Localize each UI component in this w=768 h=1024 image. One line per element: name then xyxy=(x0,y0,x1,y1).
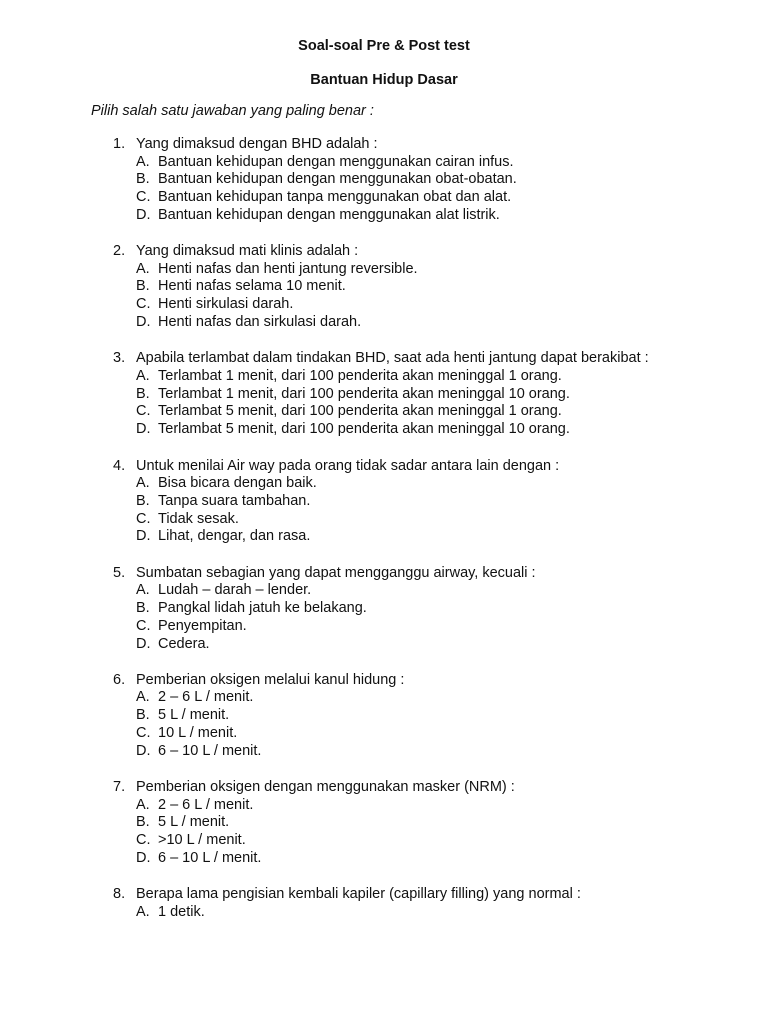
option-text: Terlambat 5 menit, dari 100 penderita akan meninggal 1 orang. xyxy=(158,403,562,420)
option-text: >10 L / menit. xyxy=(158,832,246,849)
option-letter: D. xyxy=(136,742,151,759)
option-text: Bantuan kehidupan tanpa menggunakan obat dan alat. xyxy=(158,189,512,206)
question-item xyxy=(0,349,768,456)
instruction-text: Pilih salah satu jawaban yang paling benar : xyxy=(91,103,374,119)
option-text: 1 detik. xyxy=(158,903,205,920)
option-letter: C. xyxy=(136,403,151,420)
option-letter: B. xyxy=(136,600,150,617)
option-letter: A. xyxy=(136,260,150,277)
question-number: 5. xyxy=(113,564,126,581)
option-text: Ludah – darah – lender. xyxy=(158,582,312,599)
question-number: 4. xyxy=(113,457,126,474)
option-letter: D. xyxy=(136,635,151,652)
question-number: 8. xyxy=(113,886,126,903)
option-letter: C. xyxy=(136,617,151,634)
option-letter: B. xyxy=(136,278,150,295)
option-text: Terlambat 1 menit, dari 100 penderita akan meninggal 1 orang. xyxy=(158,367,562,384)
option-text: 2 – 6 L / menit. xyxy=(158,689,254,706)
option-text: 6 – 10 L / menit. xyxy=(158,850,262,867)
question-text: Sumbatan sebagian yang dapat mengganggu airway, kecuali : xyxy=(136,564,536,581)
question-number: 7. xyxy=(113,779,126,796)
question-number: 3. xyxy=(113,350,126,367)
option-letter: D. xyxy=(136,528,151,545)
option-text: Bantuan kehidupan dengan menggunakan cairan infus. xyxy=(158,153,514,170)
option-text: Bantuan kehidupan dengan menggunakan obat-obatan. xyxy=(158,171,517,188)
question-item xyxy=(0,242,768,349)
option-text: 2 – 6 L / menit. xyxy=(158,796,254,813)
option-letter: D. xyxy=(136,206,151,223)
question-item xyxy=(0,778,768,885)
option-text: Henti nafas dan sirkulasi darah. xyxy=(158,314,362,331)
question-item xyxy=(0,135,768,242)
option-text: 5 L / menit. xyxy=(158,707,230,724)
question-item xyxy=(0,885,768,992)
option-letter: A. xyxy=(136,153,150,170)
option-letter: A. xyxy=(136,367,150,384)
option-text: Tanpa suara tambahan. xyxy=(158,492,311,509)
option-text: Cedera. xyxy=(158,635,210,652)
question-text: Pemberian oksigen melalui kanul hidung : xyxy=(136,671,405,688)
option-text: Penyempitan. xyxy=(158,617,247,634)
option-letter: D. xyxy=(136,314,151,331)
question-item xyxy=(0,457,768,564)
option-text: Pangkal lidah jatuh ke belakang. xyxy=(158,600,367,617)
option-letter: C. xyxy=(136,725,151,742)
question-text: Untuk menilai Air way pada orang tidak sadar antara lain dengan : xyxy=(136,457,560,474)
option-text: Lihat, dengar, dan rasa. xyxy=(158,528,311,545)
question-text: Yang dimaksud mati klinis adalah : xyxy=(136,243,359,260)
option-text: Henti sirkulasi darah. xyxy=(158,296,294,313)
document-title: Soal-soal Pre & Post test xyxy=(298,38,470,54)
option-letter: C. xyxy=(136,296,151,313)
option-letter: B. xyxy=(136,814,150,831)
question-text: Berapa lama pengisian kembali kapiler (capillary filling) yang normal : xyxy=(136,886,581,903)
option-text: Bantuan kehidupan dengan menggunakan alat listrik. xyxy=(158,206,500,223)
option-letter: B. xyxy=(136,707,150,724)
question-list xyxy=(0,135,768,993)
option-letter: A. xyxy=(136,903,150,920)
option-text: Henti nafas selama 10 menit. xyxy=(158,278,346,295)
option-letter: D. xyxy=(136,850,151,867)
document-subtitle: Bantuan Hidup Dasar xyxy=(310,72,458,88)
option-letter: A. xyxy=(136,796,150,813)
option-text: Henti nafas dan henti jantung reversible. xyxy=(158,260,418,277)
question-number: 2. xyxy=(113,243,126,260)
question-item xyxy=(0,564,768,671)
option-letter: C. xyxy=(136,832,151,849)
option-letter: C. xyxy=(136,189,151,206)
option-text: Bisa bicara dengan baik. xyxy=(158,475,317,492)
option-text: Terlambat 1 menit, dari 100 penderita akan meninggal 10 orang. xyxy=(158,385,570,402)
question-item xyxy=(0,671,768,778)
option-letter: A. xyxy=(136,475,150,492)
option-text: 10 L / menit. xyxy=(158,725,238,742)
option-text: Tidak sesak. xyxy=(158,510,239,527)
option-letter: B. xyxy=(136,171,150,188)
question-text: Yang dimaksud dengan BHD adalah : xyxy=(136,136,378,152)
question-number: 6. xyxy=(113,671,126,688)
option-letter: C. xyxy=(136,510,151,527)
option-letter: B. xyxy=(136,385,150,402)
question-text: Apabila terlambat dalam tindakan BHD, saat ada henti jantung dapat berakibat : xyxy=(136,350,649,367)
question-number: 1. xyxy=(113,136,126,152)
option-text: Terlambat 5 menit, dari 100 penderita akan meninggal 10 orang. xyxy=(158,421,570,438)
option-letter: D. xyxy=(136,421,151,438)
option-text: 6 – 10 L / menit. xyxy=(158,742,262,759)
option-letter: A. xyxy=(136,582,150,599)
option-text: 5 L / menit. xyxy=(158,814,230,831)
question-text: Pemberian oksigen dengan menggunakan masker (NRM) : xyxy=(136,779,515,796)
option-letter: A. xyxy=(136,689,150,706)
option-letter: B. xyxy=(136,492,150,509)
